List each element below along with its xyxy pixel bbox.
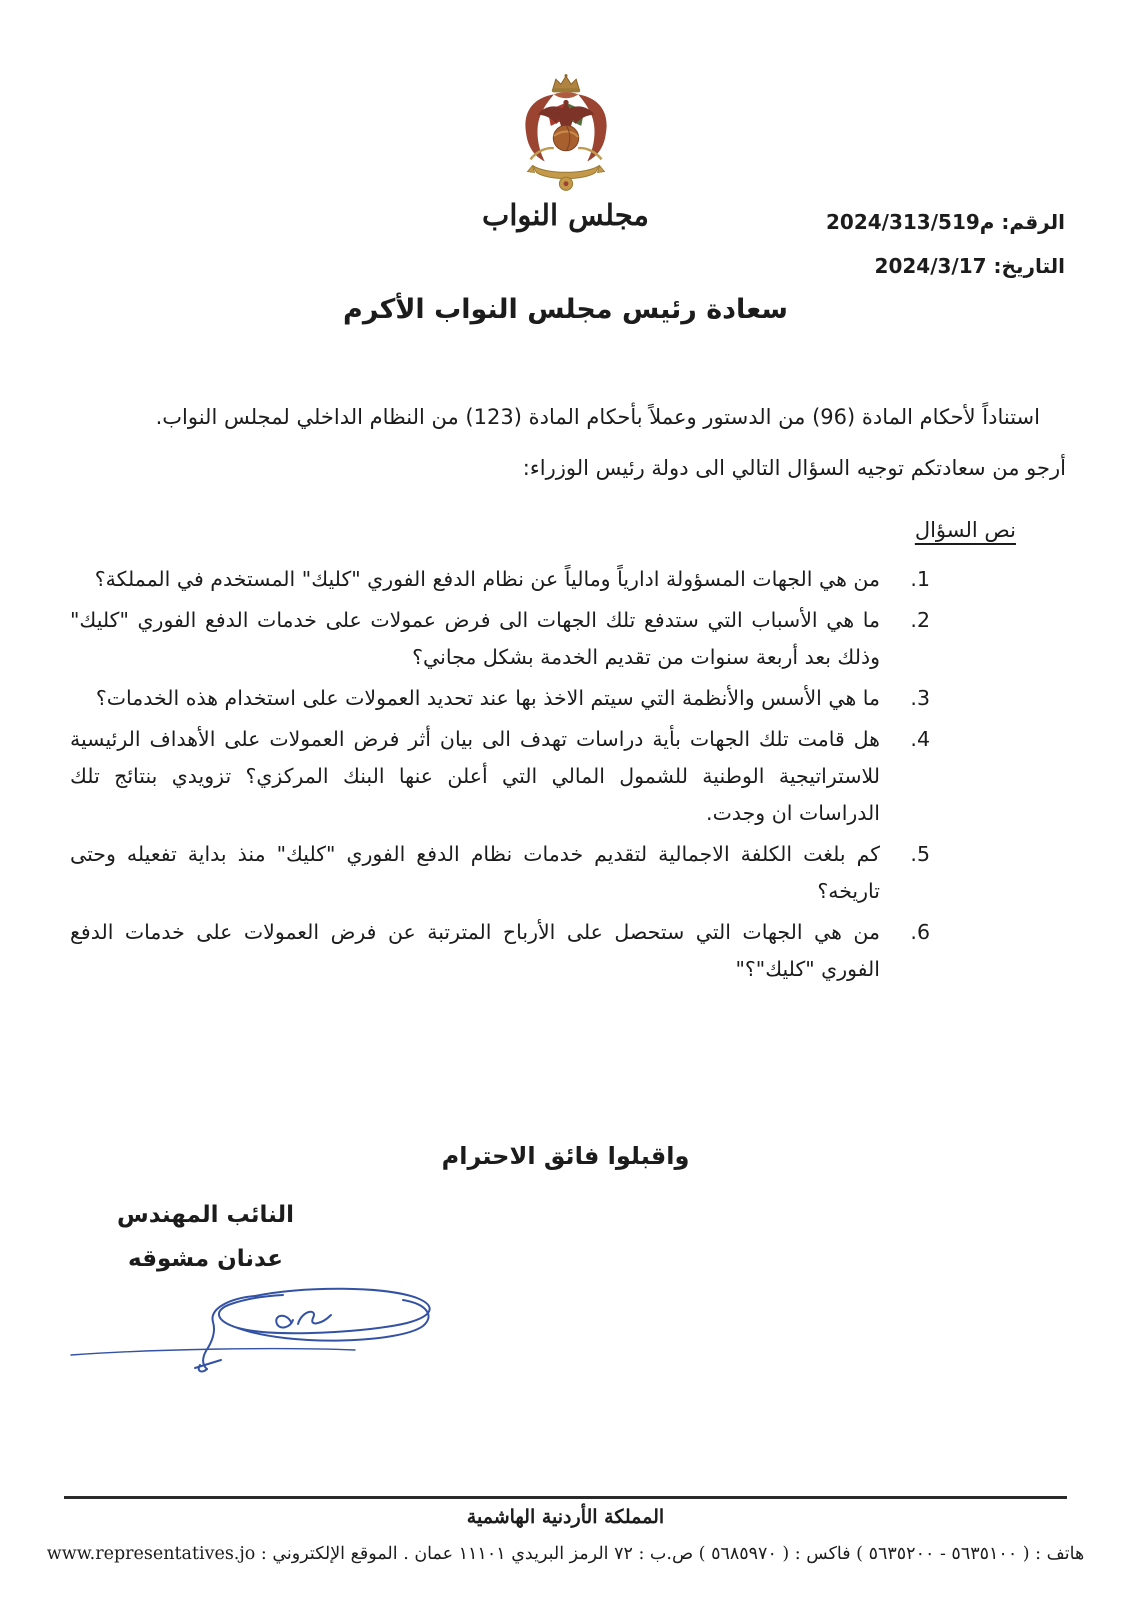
question-text: هل قامت تلك الجهات بأية دراسات تهدف الى بيان أثر فرض العمولات على الأهداف الرئيسية للاستراتيجية الوطنية للشمول المالي التي أعلن عنها البنك المركزي؟ تزويدي بنتائج تلك الدراسات ان وجدت. bbox=[70, 727, 880, 825]
question-item bbox=[70, 561, 930, 598]
ref-number: الرقم: م2024/313/519 bbox=[826, 210, 1065, 234]
jordan-coat-of-arms-icon bbox=[500, 74, 632, 196]
page-title-salutation: سعادة رئيس مجلس النواب الأكرم bbox=[343, 294, 788, 325]
intro-paragraph: استناداً لأحكام المادة (96) من الدستور وعملاً بأحكام المادة (123) من النظام الداخلي لمجلس النواب. bbox=[155, 405, 1040, 429]
question-heading: نص السؤال bbox=[914, 518, 1016, 542]
letter-body bbox=[70, 398, 1066, 988]
question-item bbox=[70, 836, 930, 910]
question-text: من هي الجهات التي ستحصل على الأرباح المترتبة عن فرض العمولات على خدمات الدفع الفوري "كليك"؟" bbox=[70, 920, 880, 981]
question-number: 4. bbox=[910, 727, 930, 751]
footer-contact-line: هاتف : ( ٥٦٣٥١٠٠ - ٥٦٣٥٢٠٠ ) فاكس : ( ٥٦٨٥٩٧٠ ) ص.ب : ٧٢ الرمز البريدي ١١١٠١ عمان . الموقع الإلكتروني : www.representatives.jo bbox=[46, 1544, 1085, 1564]
closing-line: واقبلوا فائق الاحترام bbox=[441, 1142, 690, 1170]
handwritten-signature-icon bbox=[55, 1258, 475, 1376]
question-text: من هي الجهات المسؤولة ادارياً ومالياً عن نظام الدفع الفوري "كليك" المستخدم في المملكة؟ bbox=[94, 567, 880, 591]
kingdom-name-calligraphy: المملكة الأردنية الهاشمية bbox=[466, 1506, 665, 1528]
footer-divider bbox=[64, 1496, 1067, 1499]
question-item bbox=[70, 602, 930, 676]
signer-title: النائب المهندس bbox=[116, 1202, 295, 1228]
question-text: ما هي الأسباب التي ستدفع تلك الجهات الى فرض عمولات على خدمات الدفع الفوري "كليك" وذلك بعد أربعة سنوات من تقديم الخدمة بشكل مجاني؟ bbox=[70, 608, 880, 669]
question-number: 1. bbox=[910, 567, 930, 591]
question-number: 3. bbox=[910, 686, 930, 710]
questions-list bbox=[70, 561, 1066, 988]
question-item bbox=[70, 721, 930, 832]
question-item bbox=[70, 914, 930, 988]
letter-date: التاريخ: 2024/3/17 bbox=[874, 254, 1065, 278]
question-number: 6. bbox=[910, 920, 930, 944]
signer-name: عدنان مشوقه bbox=[128, 1246, 283, 1272]
request-paragraph: أرجو من سعادتكم توجيه السؤال التالي الى دولة رئيس الوزراء: bbox=[522, 456, 1066, 480]
ref-date-block bbox=[826, 210, 1065, 298]
question-item bbox=[70, 680, 930, 717]
question-number: 5. bbox=[910, 842, 930, 866]
question-text: ما هي الأسس والأنظمة التي سيتم الاخذ بها عند تحديد العمولات على استخدام هذه الخدمات؟ bbox=[95, 686, 880, 710]
council-name-calligraphy: مجلس النواب bbox=[482, 198, 649, 232]
question-text: كم بلغت الكلفة الاجمالية لتقديم خدمات نظام الدفع الفوري "كليك" منذ بداية تفعيله وحتى تاريخه؟ bbox=[70, 842, 880, 903]
royal-crest-graphic bbox=[500, 74, 632, 196]
question-number: 2. bbox=[910, 608, 930, 632]
